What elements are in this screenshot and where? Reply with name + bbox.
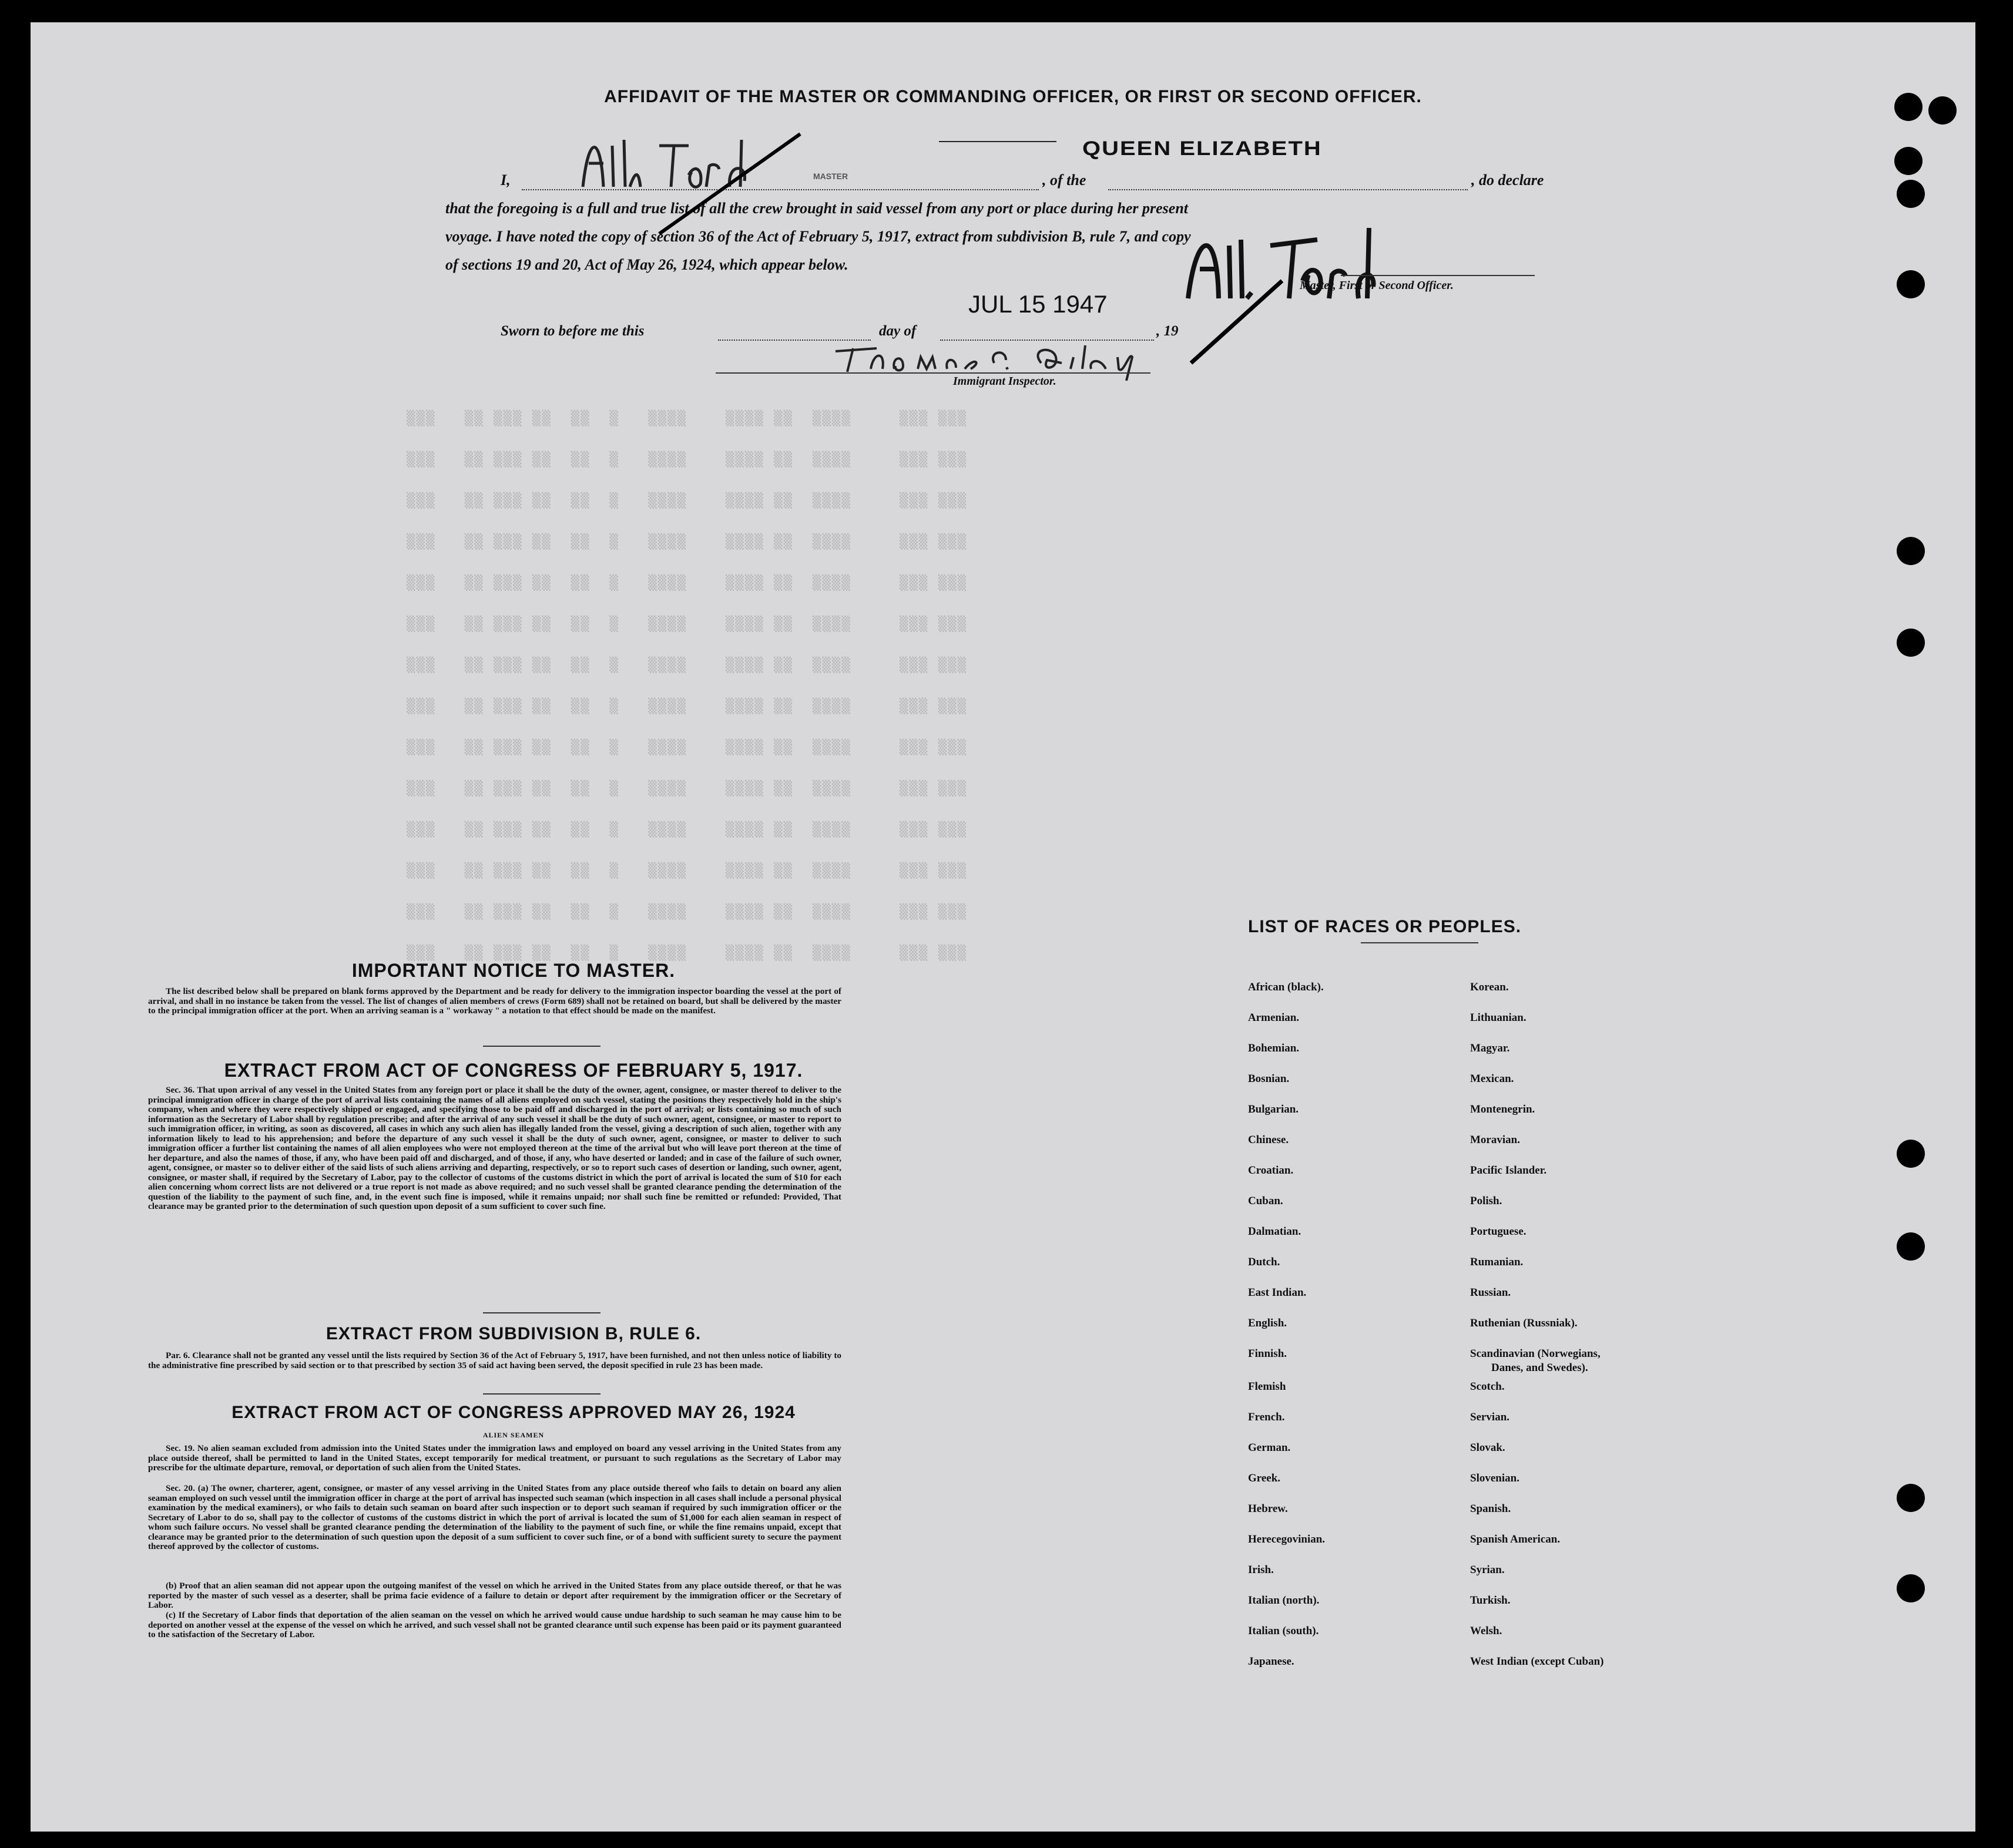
inspector-signature-handwritten (830, 316, 1159, 381)
binder-hole (1928, 96, 1957, 125)
race-item: Korean. (1470, 981, 1509, 993)
binder-hole (1897, 1484, 1925, 1512)
race-item: East Indian. (1248, 1286, 1307, 1299)
date-stamp: JUL 15 1947 (968, 290, 1108, 318)
sworn-text: Sworn to before me this (501, 323, 645, 339)
race-item: Cuban. (1248, 1195, 1283, 1207)
race-item: Montenegrin. (1470, 1103, 1535, 1115)
binder-hole (1897, 1140, 1925, 1168)
race-item: Hebrew. (1248, 1503, 1288, 1515)
race-item: Italian (north). (1248, 1594, 1320, 1607)
vessel-name-stamp: QUEEN ELIZABETH (1082, 137, 1322, 160)
master-signature-handwritten (571, 99, 841, 240)
master-label: MASTER (813, 172, 848, 181)
officer-signature-line (1341, 275, 1535, 276)
document-page: ▒▒▒ ▒▒ ▒▒▒ ▒▒ ▒▒ ▒ ▒▒▒▒ ▒▒▒▒ ▒▒ ▒▒▒▒ ▒▒▒ ▒▒▒ ▒▒▒ ▒▒ ▒▒▒ ▒▒ ▒▒ ▒ ▒▒▒▒ ▒▒▒▒ ▒▒ ▒▒▒▒ ▒▒▒ ▒▒▒ ▒▒▒ ▒▒ ▒▒▒ ▒▒ ▒▒ ▒ ▒▒▒▒ ▒▒▒▒ ▒▒ ▒▒▒▒ ▒▒▒ ▒▒▒ ▒▒▒ ▒▒ ▒▒▒ ▒▒ ▒▒ ▒ ▒▒▒▒ ▒▒▒▒ ▒▒ ▒▒▒▒ ▒▒▒ ▒▒▒ ▒▒▒ ▒▒ ▒▒▒ ▒▒ ▒▒ ▒ ▒▒▒▒ ▒▒▒▒ ▒▒ ▒▒▒▒ ▒▒▒ ▒▒▒ ▒▒▒ ▒▒ ▒▒▒ ▒▒ ▒▒ ▒ ▒▒▒▒ ▒▒▒▒ ▒▒ ▒▒▒▒ ▒▒▒ ▒▒▒ ▒▒▒ ▒▒ ▒▒▒ ▒▒ ▒▒ ▒ ▒▒▒▒ ▒▒▒▒ ▒▒ ▒▒▒▒ ▒▒▒ ▒▒▒ ▒▒▒ ▒▒ ▒▒▒ ▒▒ ▒▒ ▒ ▒▒▒▒ ▒▒▒▒ ▒▒ ▒▒▒▒ ▒▒▒ ▒▒▒ ▒▒▒ ▒▒ ▒▒▒ ▒▒ ▒▒ ▒ ▒▒▒▒ ▒▒▒▒ ▒▒ ▒▒▒▒ ▒▒▒ ▒▒▒ ▒▒▒ ▒▒ ▒▒▒ ▒▒ ▒▒ ▒ ▒▒▒▒ ▒▒▒▒ ▒▒ ▒▒▒▒ ▒▒▒ ▒▒▒ ▒▒▒ ▒▒ ▒▒▒ ▒▒ ▒▒ ▒ ▒▒▒▒ ▒▒▒▒ ▒▒ ▒▒▒▒ ▒▒▒ ▒▒▒ ▒▒▒ ▒▒ ▒▒▒ ▒▒ ▒▒ ▒ ▒▒▒▒ ▒▒▒▒ ▒▒ ▒▒▒▒ ▒▒▒ ▒▒▒ ▒▒▒ ▒▒ ▒▒▒ ▒▒ ▒▒ ▒ ▒▒▒▒ ▒▒▒▒ ▒▒ ▒▒▒▒ ▒▒▒ ▒▒▒ ▒▒▒ ▒▒ ▒▒▒ ▒▒ ▒▒ ▒ ▒▒▒▒ ▒▒▒▒ ▒▒ ▒▒▒▒ ▒▒▒ ▒▒▒ AFFIDAVIT OF THE MASTER OR COMMANDING OFFICER, OR FIRST OR SECOND OFFICER. I, MASTER , of the QUEEN ELIZABETH , do declare that the foregoing is a full and true list of all the crew brought in said vessel from any port or place during her present voyage. I have noted the copy of section 36 of the Act of February 5, 1917, extract from subdivision B, rule 7, and copy of sections 19 and 20, Act of May 26, 1924, which appear below. Master, First or Second Officer. JUL 15 1947 Sworn to before me this day of , 19 Immigrant Inspector. IMPORTANT NOTICE TO MASTER. The list described below shall be prepared on blank forms approved by the Department and be ready for delivery to the immigration inspector boarding the vessel at the port of arrival, and shall in no instance be taken from the vessel. The list of changes of alien members of crews (Form 689) shall not be retained on board, but shall be delivered by the master to the principal immigration officer at the port. When an arriving seaman is a " workaway " a notation to that effect should be made on the manifest. EXTRACT FROM ACT OF CONGRESS OF FEBRUARY 5, 1917. Sec. 36. That upon arrival of any vessel in the United States from any foreign port or place it shall be the duty of the owner, agent, consignee, or master thereof to deliver to the principal immigration officer in charge of the port of arrival lists containing the names of all aliens employed on such vessel, stating the positions they respectively hold in the ship's company, when and where they were respectively shipped or engaged, and specifying those to be paid off and discharged in the port of arrival; or lists containing so much of such information as the Secretary of Labor shall by regulation prescribe; and after the arrival of any such vessel it shall be the duty of such owner, agent, consignee, or master to report to such immigration officer, in writing, as soon as discovered, all cases in which any such alien has illegally landed from the vessel, giving a description of such alien, together with any information likely to lead to his apprehension; and before the departure of any such vessel it shall be the duty of such owner, agent, consignee, or master to deliver to such immigration officer a further list containing the names of all alien employees who were not employed thereon at the time of the arrival but who will leave port thereon at the time of her departure, and also the names of those, if any, who have been paid off and discharged, and of those, if any, who have deserted or landed; and in case of the failure of such owner, agent, consignee, or master so to deliver either of the said lists of such aliens arriving and departing, respectively, or so to report such cases of desertion or landing, such owner, agent, consignee, or master shall, if required by the Secretary of Labor, pay to the collector of customs of the customs district in which the port of arrival is located the sum of $10 for each alien concerning whom correct lists are not delivered or a true report is not made as above required; and no such vessel shall be granted clearance pending the determination of the question of the liability to the payment of such fine, and, in the event such fine is imposed, while it remains unpaid; nor shall such fine be remitted or refunded: Provided, That clearance may be granted prior to the determination of such question upon deposit of a sum sufficient to cover such fine. EXTRACT FROM SUBDIVISION B, RULE 6. Par. 6. Clearance shall not be granted any vessel until the lists required by Section 36 of the Act of February 5, 1917, have been furnished, and not then unless notice of liability to the administrative fine prescribed by said section or to that prescribed by section 35 of said act having been served, the deposit specified in rule 23 has been made. EXTRACT FROM ACT OF CONGRESS APPROVED MAY 26, 1924 ALIEN SEAMEN Sec. 19. No alien seaman excluded from admission into the United States under the immigration laws and employed on board any vessel arriving in the United States from any place outside thereof, shall be permitted to land in the United States, except temporarily for medical treatment, or pursuant to such regulations as the Secretary of Labor may prescribe for the ultimate departure, removal, or deportation of such alien from the United States. Sec. 20. (a) The owner, charterer, agent, consignee, or master of any vessel arriving in the United States from any place outside thereof who fails to detain on board any alien seaman employed on such vessel until the immigration officer in charge at the port of arrival has inspected such seaman (which inspection in all cases shall include a personal physical examination by the medical examiners), or who fails to detain such seaman on board after such inspection or to deport such seaman if required by such immigration officer or the Secretary of Labor to do so, shall pay to the collector of customs of the customs district in which the port of arrival is located the sum of $1,000 for each alien seaman in respect of whom such failure occurs. No vessel shall be granted clearance pending the determination of the liability to the payment of such fine, or while the fine remains unpaid, except that clearance may be granted prior to the determination of such question upon the deposit of a sum sufficient to cover such fine, or of a bond with sufficient surety to secure the payment thereof approved by the collector of customs. (b) Proof that an alien seaman did not appear upon the outgoing manifest of the vessel on which he arrived in the United States from any place outside thereof, or that he was reported by the master of such vessel as a deserter, shall be prima facie evidence of a failure to detain or deport after requirement by the immigration officer or the Secretary of Labor. (c) If the Secretary of Labor finds that deportation of the alien seaman on the vessel on which he arrived would cause undue hardship to such seaman he may cause him to be deported on another vessel at the expense of the vessel on which he arrived, and such vessel shall not be granted clearance until such expense has been paid or its payment guaranteed to the satisfaction of the Secretary of Labor. LIST OF RACES OR PEOPLES. African (black). Armenian. Bohemian. Bosnian. Bulgarian. Chinese. Croatian. Cuban. Dalmatian. Dutch. East Indian. English. Finnish. Flemish French. German. Greek. Hebrew. Herecegovinian. Irish. Italian (north). Italian (south). Japanese. Korean. Lithuanian. Magyar. Mexican. Montenegrin. Moravian. Pacific Islander. Polish. Portuguese. Rumanian. Russian. Ruthenian (Russniak). Scandinavian (Norwegians, Danes, and Swedes). Scotch. Servian. Slovak. Slovenian. Spanish. Spanish American. Syrian. Turkish. Welsh. West Indian (except Cuban) (31, 22, 1975, 1832)
binder-hole (1897, 537, 1925, 565)
race-item: Bosnian. (1248, 1073, 1290, 1085)
race-item: Spanish American. (1470, 1533, 1561, 1545)
race-item: Servian. (1470, 1411, 1510, 1423)
subdivision-title: EXTRACT FROM SUBDIVISION B, RULE 6. (326, 1324, 702, 1343)
inspector-signature-line (716, 372, 1150, 374)
binder-hole (1897, 629, 1925, 657)
race-item: Italian (south). (1248, 1625, 1319, 1637)
race-item: Irish. (1248, 1564, 1274, 1576)
race-item: Portuguese. (1470, 1225, 1526, 1238)
binder-hole (1894, 147, 1923, 175)
divider (483, 1312, 600, 1313)
race-item: Herecegovinian. (1248, 1533, 1326, 1545)
race-item: Moravian. (1470, 1134, 1520, 1146)
race-item: Polish. (1470, 1195, 1502, 1207)
binder-hole (1897, 1232, 1925, 1261)
divider (483, 1393, 600, 1395)
race-item: Turkish. (1470, 1594, 1511, 1607)
day-of-text: day of (879, 323, 917, 339)
sec20b-text: (b) Proof that an alien seaman did not appear upon the outgoing manifest of the vessel on which he arrived in the United States from any place outside thereof, or that he was reported by the master of such vessel as a deserter, shall be prima facie evidence of a failure to detain or deport after requirement by the immigration officer or the Secretary of Labor. (148, 1581, 841, 1610)
race-item: Japanese. (1248, 1655, 1294, 1668)
sec20c-text: (c) If the Secretary of Labor finds that deportation of the alien seaman on the vessel on which he arrived would cause undue hardship to such seaman he may cause him to be deported on another vessel at the expense of the vessel on which he arrived, and such vessel shall not be granted clearance until such expense has been paid or its payment guaranteed to the satisfaction of the Secretary of Labor. (148, 1610, 841, 1639)
affidavit-title: AFFIDAVIT OF THE MASTER OR COMMANDING OFFICER, OR FIRST OR SECOND OFFICER. (604, 87, 1422, 106)
title-rule (939, 141, 1056, 142)
binder-hole (1897, 1574, 1925, 1602)
race-item: Spanish. (1470, 1503, 1511, 1515)
race-item: Armenian. (1248, 1012, 1300, 1024)
sec19-text: Sec. 19. No alien seaman excluded from admission into the United States under the immigration laws and employed on board any vessel arriving in the United States from any place outside thereof, shall be permitted to land in the United States, except temporarily for medical treatment, or pursuant to such regulations as the Secretary of Labor may prescribe for the ultimate departure, removal, or deportation of such alien from the United States. (148, 1443, 841, 1473)
do-declare-text: , do declare (1471, 172, 1544, 189)
race-item: Bohemian. (1248, 1042, 1300, 1054)
race-item: French. (1248, 1411, 1285, 1423)
race-item: Russian. (1470, 1286, 1511, 1299)
race-item: Slovenian. (1470, 1472, 1519, 1484)
binder-hole (1897, 180, 1925, 208)
sec20a-text: Sec. 20. (a) The owner, charterer, agent, consignee, or master of any vessel arriving in the United States from any place outside thereof who fails to detain on board any alien seaman employed on such vessel until the immigration officer in charge at the port of arrival has inspected such seaman (which inspection in all cases shall include a personal physical examination by the medical examiners), or who fails to detain such seaman on board after such inspection or to deport such seaman if required by such immigration officer or the Secretary of Labor to do so, shall pay to the collector of customs of the customs district in which the port of arrival is located the sum of $1,000 for each alien seaman in respect of whom such failure occurs. No vessel shall be granted clearance pending the determination of the liability to the payment of such fine, or while the fine remains unpaid, except that clearance may be granted prior to the determination of such question upon the deposit of a sum sufficient to cover such fine, or of a bond with sufficient surety to secure the payment thereof approved by the collector of customs. (148, 1483, 841, 1551)
affidavit-i: I, (501, 172, 511, 189)
race-item: Rumanian. (1470, 1256, 1524, 1268)
declaration-line-2: that the foregoing is a full and true list of all the crew brought in said vessel from any port or place during her present (445, 200, 1189, 217)
race-item: Finnish. (1248, 1348, 1287, 1360)
extract-1917-title: EXTRACT FROM ACT OF CONGRESS OF FEBRUARY 5, 1917. (224, 1060, 803, 1081)
race-item: Slovak. (1470, 1442, 1505, 1454)
notice-body: The list described below shall be prepared on blank forms approved by the Department and be ready for delivery to the immigration inspector boarding the vessel at the port of arrival, and shall in no instance be taken from the vessel. The list of changes of alien members of crews (Form 689) shall not be retained on board, but shall be delivered by the master to the principal immigration officer at the port. When an arriving seaman is a " workaway " a notation to that effect should be made on the manifest. (148, 986, 841, 1016)
race-item: Mexican. (1470, 1073, 1514, 1085)
inspector-caption: Immigrant Inspector. (953, 375, 1056, 388)
subdivision-body: Par. 6. Clearance shall not be granted any vessel until the lists required by Section 36 of the Act of February 5, 1917, have been furnished, and not then unless notice of liability to the administrative fine prescribed by said section or to that prescribed by section 35 of said act having been served, the deposit specified in rule 23 has been made. (148, 1350, 841, 1370)
extract-1924-subtitle: ALIEN SEAMEN (482, 1431, 545, 1439)
race-item: Dutch. (1248, 1256, 1280, 1268)
of-the-text: , of the (1042, 172, 1086, 189)
race-item: Danes, and Swedes). (1491, 1362, 1588, 1374)
race-item: Magyar. (1470, 1042, 1510, 1054)
vessel-field[interactable] (1108, 189, 1468, 190)
race-item: German. (1248, 1442, 1291, 1454)
race-item: Ruthenian (Russniak). (1470, 1317, 1578, 1329)
race-item: Croatian. (1248, 1164, 1294, 1177)
declaration-line-3: voyage. I have noted the copy of section 36 of the Act of February 5, 1917, extract from subdivision B, rule 7, and copy (445, 228, 1191, 245)
divider (483, 1046, 600, 1047)
race-item: Scandinavian (Norwegians, (1470, 1348, 1601, 1360)
race-item: Lithuanian. (1470, 1012, 1526, 1024)
race-item: West Indian (except Cuban) (1470, 1655, 1604, 1668)
race-item: Flemish (1248, 1380, 1286, 1393)
race-item: Dalmatian. (1248, 1225, 1301, 1238)
extract-1917-body: Sec. 36. That upon arrival of any vessel in the United States from any foreign port or place it shall be the duty of the owner, agent, consignee, or master thereof to deliver to the principal immigration officer in charge of the port of arrival lists containing the names of all aliens employed on such vessel, stating the positions they respectively hold in the ship's company, when and where they were respectively shipped or engaged, and specifying those to be paid off and discharged in the port of arrival; or lists containing so much of such information as the Secretary of Labor shall by regulation prescribe; and after the arrival of any such vessel it shall be the duty of such owner, agent, consignee, or master to report to such immigration officer, in writing, as soon as discovered, all cases in which any such alien has illegally landed from the vessel, giving a description of such alien, together with any information likely to lead to his apprehension; and before the departure of any such vessel it shall be the duty of such owner, agent, consignee, or master to deliver to such immigration officer a further list containing the names of all alien employees who were not employed thereon at the time of the arrival but who will leave port thereon at the time of her departure, and also the names of those, if any, who have been paid off and discharged, and of those, if any, who have deserted or landed; and in case of the failure of such owner, agent, consignee, or master so to deliver either of the said lists of such aliens arriving and departing, respectively, or so to report such cases of desertion or landing, such owner, agent, consignee, or master shall, if required by the Secretary of Labor, pay to the collector of customs of the customs district in which the port of arrival is located the sum of $10 for each alien concerning whom correct lists are not delivered or a true report is not made as above required; and no such vessel shall be granted clearance pending the determination of the question of the liability to the payment of such fine, and, in the event such fine is imposed, while it remains unpaid; nor shall such fine be remitted or refunded: Provided, That clearance may be granted prior to the determination of such question upon deposit of a sum sufficient to cover such fine. (148, 1085, 841, 1211)
year-prefix-text: , 19 (1156, 323, 1179, 339)
race-item: Scotch. (1470, 1380, 1505, 1393)
officer-caption: Master, First or Second Officer. (1300, 279, 1454, 292)
race-item: English. (1248, 1317, 1287, 1329)
race-item: Bulgarian. (1248, 1103, 1299, 1115)
race-item: Syrian. (1470, 1564, 1505, 1576)
binder-hole (1897, 270, 1925, 298)
divider (1361, 942, 1478, 943)
extract-1924-title: EXTRACT FROM ACT OF CONGRESS APPROVED MAY 26, 1924 (232, 1403, 796, 1422)
race-item: Chinese. (1248, 1134, 1289, 1146)
notice-title: IMPORTANT NOTICE TO MASTER. (351, 960, 676, 981)
race-item: African (black). (1248, 981, 1324, 993)
binder-hole (1894, 93, 1923, 121)
races-title: LIST OF RACES OR PEOPLES. (1248, 917, 1522, 936)
race-item: Welsh. (1470, 1625, 1502, 1637)
declaration-line-4: of sections 19 and 20, Act of May 26, 1924, which appear below. (445, 256, 848, 273)
race-item: Greek. (1248, 1472, 1281, 1484)
race-item: Pacific Islander. (1470, 1164, 1547, 1177)
